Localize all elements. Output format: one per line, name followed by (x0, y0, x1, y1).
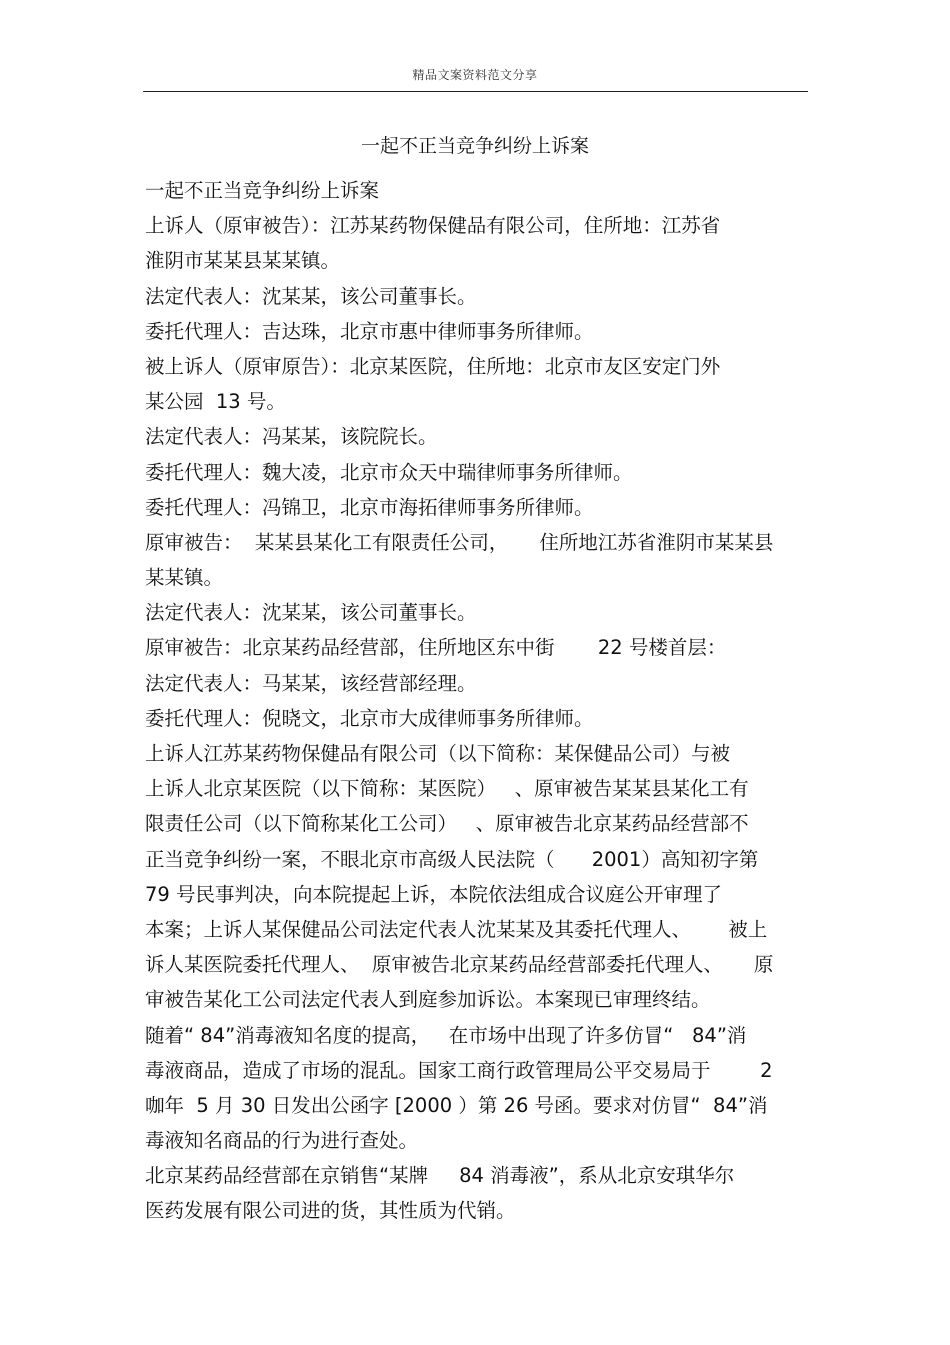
body-line: 某某镇。 (145, 566, 224, 590)
body-line: 委托代理人：倪晓文，北京市大成律师事务所律师。 (145, 706, 594, 730)
body-line: 限责任公司（以下简称某化工公司） 、原审被告北京某药品经营部不 (145, 812, 749, 836)
body-line: 法定代表人：沈某某，该公司董事长。 (145, 601, 477, 625)
body-line: 79 号民事判决，向本院提起上诉，本院依法组成合议庭公开审理了 (145, 882, 723, 906)
header-divider (143, 91, 808, 92)
body-line: 原审被告：北京某药品经营部，住所地区东中街 22 号楼首层： (145, 636, 727, 660)
body-line: 委托代理人：冯锦卫，北京市海拓律师事务所律师。 (145, 495, 594, 519)
body-line: 上诉人江苏某药物保健品有限公司（以下简称：某保健品公司）与被 (145, 742, 731, 765)
body-line: 原审被告： 某某县某化工有限责任公司， 住所地江苏省淮阴市某某县 (145, 530, 774, 554)
body-line: 法定代表人：冯某某，该院院长。 (145, 425, 438, 449)
body-line: 法定代表人：马某某，该经营部经理。 (145, 671, 477, 695)
body-line: 毒液商品，造成了市场的混乱。国家工商行政管理局公平交易局于 2 (145, 1058, 773, 1082)
document-title: 一起不正当竞争纠纷上诉案 (360, 135, 589, 157)
body-line: 被上诉人（原审原告）：北京某医院，住所地：北京市友区安定门外 (145, 354, 721, 378)
body-line: 北京某药品经营部在京销售“某牌 84 消毒液”，系从北京安琪华尔 (145, 1164, 735, 1188)
body-line: 随着“ 84”消毒液知名度的提高， 在市场中出现了许多仿冒“ 84”消 (145, 1023, 747, 1047)
body-line: 咖年 5 月 30 日发出公函字 [2000 ）第 26 号函。要求对仿冒“ 84”消 (145, 1093, 768, 1117)
body-line: 医药发展有限公司进的货，其性质为代销。 (145, 1199, 516, 1223)
body-line: 法定代表人：沈某某，该公司董事长。 (145, 284, 477, 308)
body-line: 审被告某化工公司法定代表人到庭参加诉讼。本案现已审理终结。 (145, 988, 711, 1012)
body-line: 诉人某医院委托代理人、 原审被告北京某药品经营部委托代理人、 原 (145, 953, 774, 977)
body-line: 正当竞争纠纷一案，不眼北京市高级人民法院（ 2001）高知初字第 (145, 847, 759, 871)
page-header: 精品文案资料范文分享 (412, 68, 538, 82)
body-line: 委托代理人：吉达珠，北京市惠中律师事务所律师。 (145, 319, 594, 343)
body-line: 上诉人北京某医院（以下简称：某医院） 、原审被告某某县某化工有 (145, 777, 749, 801)
document-body (145, 173, 815, 1229)
body-line: 一起不正当竞争纠纷上诉案 (145, 179, 380, 202)
body-line: 上诉人（原审被告）：江苏某药物保健品有限公司，住所地：江苏省 (145, 214, 721, 238)
body-line: 本案；上诉人某保健品公司法定代表人沈某某及其委托代理人、 被上 (145, 917, 768, 941)
body-line: 毒液知名商品的行为进行查处。 (145, 1129, 419, 1153)
body-line: 委托代理人：魏大凌，北京市众天中瑞律师事务所律师。 (145, 460, 633, 484)
body-line: 某公园 13 号。 (145, 390, 286, 414)
body-line: 淮阴市某某县某某镇。 (145, 249, 341, 273)
